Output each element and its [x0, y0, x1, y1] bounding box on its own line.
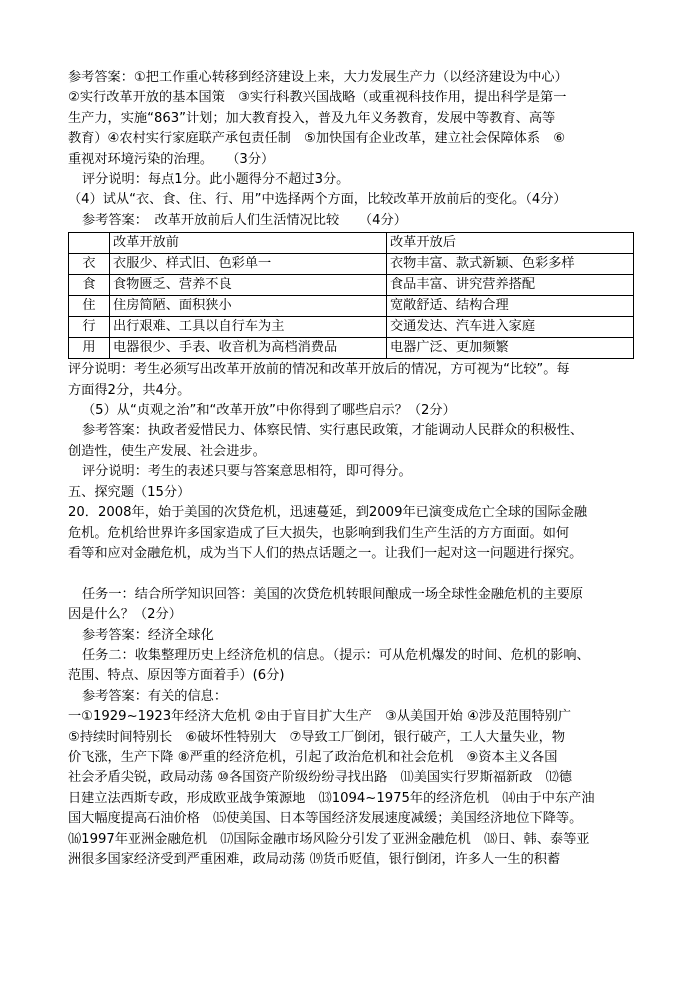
info-line: ⒃1997年亚洲金融危机 ⒄国际金融市场风险分引发了亚洲金融危机 ⒅日、韩、泰等亚 — [68, 831, 590, 847]
comparison-table — [68, 232, 634, 359]
row-before: 电器很少、手表、收音机为高档消费品 — [110, 338, 387, 359]
table-row — [69, 317, 634, 338]
row-after: 交通发达、汽车进入家庭 — [387, 317, 634, 338]
row-before: 食物匮乏、营养不良 — [110, 275, 387, 296]
row-after: 电器广泛、更加频繁 — [387, 338, 634, 359]
scoring-note: 评分说明：考生必须写出改革开放前的情况和改革开放后的情况，方可视为“比较”。每 — [68, 362, 570, 378]
comparison-table-wrap — [68, 232, 634, 359]
info-line: 洲很多国家经济受到严重困难，政局动荡 ⒆货币贬值，银行倒闭，许多人一生的积蓄 — [68, 851, 561, 867]
info-line: 日建立法西斯专政，形成欧亚战争策源地 ⒀1094~1975年的经济危机 ⒁由于中东产油 — [68, 790, 595, 806]
task-1-answer: 参考答案：经济全球化 — [82, 627, 214, 643]
paragraph: 教育）④农村实行家庭联产承包责任制 ⑤加快国有企业改革，建立社会保障体系 ⑥ — [68, 131, 566, 147]
row-before: 住房简陋、面积狭小 — [110, 296, 387, 317]
row-after: 宽敞舒适、结构合理 — [387, 296, 634, 317]
paragraph: 生产力，实施“863”计划；加大教育投入，普及九年义务教育，发展中等教育、高等 — [68, 110, 556, 126]
info-line: 国大幅度提高石油价格 ⒂使美国、日本等国经济发展速度减缓；美国经济地位下降等。 — [68, 811, 583, 827]
paragraph: 重视对环境污染的治理。 （3分） — [68, 151, 275, 167]
row-after: 食品丰富、讲究营养搭配 — [387, 275, 634, 296]
question-20-cont: 看等和应对金融危机，成为当下人们的热点话题之一。让我们一起对这一问题进行探究。 — [68, 545, 583, 561]
spacer — [68, 564, 634, 584]
document-body — [68, 68, 634, 870]
table-header-cell-before: 改革开放前 — [110, 233, 387, 254]
row-label: 行 — [69, 317, 110, 338]
task-1-cont: 因是什么？（2分） — [68, 607, 182, 623]
paragraph: ②实行改革开放的基本国策 ③实行科教兴国战略（或重视科技作用，提出科学是第一 — [68, 90, 567, 106]
paragraph: 参考答案：①把工作重心转移到经济建设上来，大力发展生产力（以经济建设为中心） — [68, 70, 568, 85]
info-line: ⑤持续时间特别长 ⑥破坏性特别大 ⑦导致工厂倒闭，银行破产，工人大量失业，物 — [68, 729, 566, 745]
table-row — [69, 275, 634, 296]
task-2: 任务二：收集整理历史上经济危机的信息。（提示：可从危机爆发的时间、危机的影响、 — [82, 647, 590, 663]
row-before: 衣服少、样式旧、色彩单一 — [110, 254, 387, 275]
answer-5-cont: 创造性，使生产发展、社会进步。 — [68, 443, 266, 459]
question-20: 20．2008年，始于美国的次贷危机，迅速蔓延，到2009年已演变成危亡全球的国际金融 — [68, 505, 588, 521]
table-row — [69, 338, 634, 359]
answer-4-title: 参考答案： 改革开放前后人们生活情况比较 （4分） — [82, 212, 407, 228]
row-after: 衣物丰富、款式新颖、色彩多样 — [387, 254, 634, 275]
question-20-cont: 危机。危机给世界许多国家造成了巨大损失，也影响到我们生产生活的方方面面。如何 — [68, 525, 570, 541]
question-4: （4）试从“衣、食、住、行、用”中选择两个方面，比较改革开放前后的变化。（4分） — [68, 192, 567, 208]
table-header-row — [69, 233, 634, 254]
info-line: 社会矛盾尖锐，政局动荡 ⑩各国资产阶级纷纷寻找出路 ⑾美国实行罗斯福新政 ⑿德 — [68, 770, 572, 786]
task-1: 任务一：结合所学知识回答：美国的次贷危机转眼间酿成一场全球性金融危机的主要原 — [82, 586, 584, 602]
section-heading: 五、探究题（15分） — [68, 484, 191, 500]
table-header-cell-empty — [69, 233, 110, 254]
info-line: 价飞涨，生产下降 ⑧严重的经济危机，引起了政治危机和社会危机 ⑨资本主义各国 — [68, 749, 558, 765]
question-5: （5）从“贞观之治”和“改革开放”中你得到了哪些启示？（2分） — [82, 403, 456, 419]
scoring-note: 方面得2分，共4分。 — [68, 382, 191, 398]
scoring-note: 评分说明：考生的表述只要与答案意思相符，即可得分。 — [82, 464, 412, 480]
scoring-note: 评分说明：每点1分。此小题得分不超过3分。 — [82, 172, 350, 188]
row-before: 出行艰难、工具以自行车为主 — [110, 317, 387, 338]
table-row — [69, 254, 634, 275]
row-label: 用 — [69, 338, 110, 359]
answer-5: 参考答案：执政者爱惜民力、体察民情、实行惠民政策，才能调动人民群众的积极性、 — [82, 423, 584, 439]
row-label: 住 — [69, 296, 110, 317]
table-header-cell-after: 改革开放后 — [387, 233, 634, 254]
info-line: 一①1929~1923年经济大危机 ②由于盲目扩大生产 ③从美国开始 ④涉及范围特别广 — [68, 709, 572, 725]
table-row — [69, 296, 634, 317]
task-2-cont: 范围、特点、原因等方面着手）(6分) — [68, 668, 285, 684]
task-2-answer: 参考答案：有关的信息： — [82, 688, 228, 704]
row-label: 食 — [69, 275, 110, 296]
row-label: 衣 — [69, 254, 110, 275]
